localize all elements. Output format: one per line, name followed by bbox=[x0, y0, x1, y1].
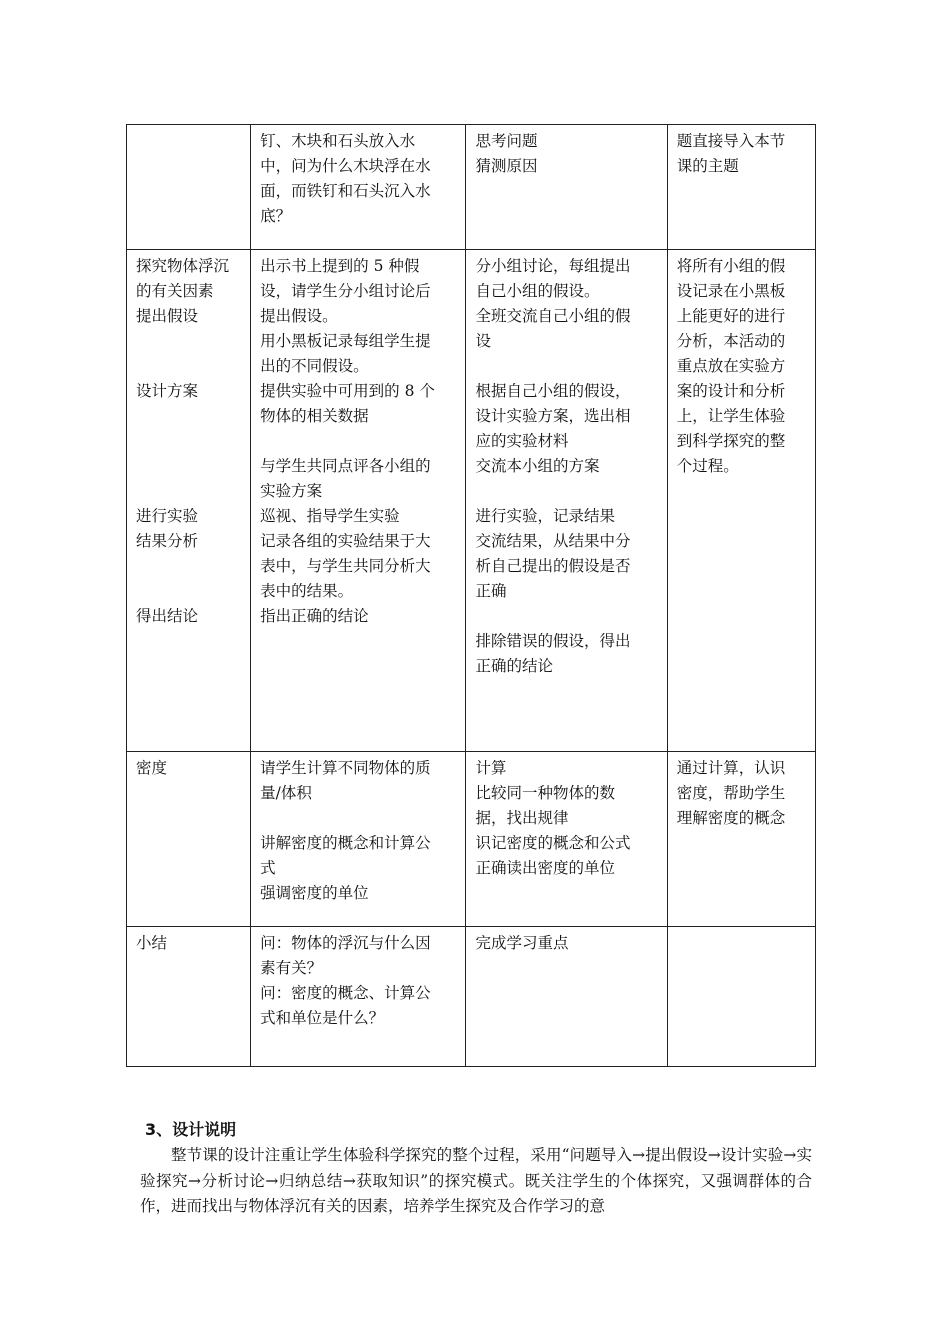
cell-text-line: 小结 bbox=[136, 934, 168, 952]
cell-design-intent bbox=[667, 250, 815, 752]
cell-text-line bbox=[475, 604, 658, 629]
cell-text-line: 上能更好的进行 bbox=[676, 307, 786, 325]
cell-text-line: 问：密度的概念、计算公 bbox=[260, 984, 431, 1002]
cell-text-line: 设 bbox=[475, 332, 491, 350]
cell-step bbox=[127, 250, 251, 752]
cell-student-activity bbox=[466, 125, 667, 250]
cell-text-line: 实验方案 bbox=[260, 482, 323, 500]
cell-text-line bbox=[136, 429, 242, 454]
cell-student-activity bbox=[466, 250, 667, 752]
cell-text-line: 到科学探究的整 bbox=[676, 432, 786, 450]
cell-text-line bbox=[136, 129, 242, 154]
cell-text-line: 密度，帮助学生 bbox=[676, 784, 786, 802]
cell-text-line: 据，找出规律 bbox=[475, 809, 569, 827]
cell-text-line: 设，请学生分小组讨论后 bbox=[260, 282, 431, 300]
cell-text-line: 提出假设。 bbox=[260, 307, 338, 325]
cell-text-line bbox=[677, 931, 807, 956]
cell-text-line: 计算 bbox=[475, 759, 507, 777]
cell-text-line: 重点放在实验方 bbox=[676, 357, 786, 375]
cell-text-line: 课的主题 bbox=[676, 157, 739, 175]
design-notes-section bbox=[140, 1117, 820, 1220]
cell-text-line: 巡视、指导学生实验 bbox=[260, 507, 400, 525]
cell-text-line: 进行实验 bbox=[136, 507, 199, 525]
cell-text-line: 通过计算，认识 bbox=[676, 759, 786, 777]
cell-text-line: 记录各组的实验结果于大 bbox=[260, 532, 431, 550]
cell-text-line: 思考问题 bbox=[475, 132, 538, 150]
cell-text-line: 分析，本活动的 bbox=[676, 332, 786, 350]
cell-text-line: 探究物体浮沉 bbox=[136, 257, 230, 275]
table-row bbox=[127, 250, 816, 752]
cell-text-line: 根据自己小组的假设， bbox=[475, 382, 631, 400]
cell-text-line bbox=[260, 806, 457, 831]
cell-text-line bbox=[260, 429, 457, 454]
cell-text-line: 上，让学生体验 bbox=[676, 407, 786, 425]
cell-text-line: 设记录在小黑板 bbox=[676, 282, 786, 300]
cell-text-line: 底？ bbox=[260, 207, 292, 225]
cell-text-line: 中，问为什么木块浮在水 bbox=[260, 157, 431, 175]
cell-text-line: 物体的相关数据 bbox=[260, 407, 369, 425]
cell-text-line: 正确 bbox=[475, 582, 507, 600]
cell-step bbox=[127, 125, 251, 250]
cell-text-line: 用小黑板记录每组学生提 bbox=[260, 332, 431, 350]
cell-text-line: 强调密度的单位 bbox=[260, 884, 369, 902]
cell-text-line: 将所有小组的假 bbox=[676, 257, 786, 275]
cell-text-line: 设计方案 bbox=[136, 382, 199, 400]
cell-teacher-activity bbox=[251, 752, 466, 927]
cell-text-line: 应的实验材料 bbox=[475, 432, 569, 450]
cell-text-line: 表中的结果。 bbox=[260, 582, 354, 600]
cell-teacher-activity bbox=[251, 125, 466, 250]
cell-text-line: 表中，与学生共同分析大 bbox=[260, 557, 431, 575]
cell-design-intent bbox=[667, 752, 815, 927]
cell-text-line bbox=[136, 579, 242, 604]
cell-text-line: 理解密度的概念 bbox=[676, 809, 786, 827]
cell-text-line: 出示书上提到的 5 种假 bbox=[260, 257, 420, 275]
cell-text-line: 请学生计算不同物体的质 bbox=[260, 759, 431, 777]
table-row bbox=[127, 927, 816, 1067]
lesson-plan-table-body bbox=[127, 125, 816, 1067]
cell-text-line: 交流本小组的方案 bbox=[475, 457, 600, 475]
cell-text-line: 的有关因素 bbox=[136, 282, 214, 300]
cell-text-line: 式和单位是什么？ bbox=[260, 1009, 385, 1027]
cell-text-line: 得出结论 bbox=[136, 607, 199, 625]
cell-text-line: 识记密度的概念和公式 bbox=[475, 834, 631, 852]
table-row bbox=[127, 125, 816, 250]
cell-text-line bbox=[136, 329, 242, 354]
cell-text-line: 设计实验方案，选出相 bbox=[475, 407, 631, 425]
cell-text-line: 正确的结论 bbox=[475, 657, 553, 675]
cell-text-line: 指出正确的结论 bbox=[260, 607, 369, 625]
cell-design-intent bbox=[667, 125, 815, 250]
cell-text-line: 自己小组的假设。 bbox=[475, 282, 600, 300]
cell-text-line: 式 bbox=[260, 859, 276, 877]
cell-text-line: 密度 bbox=[136, 759, 168, 777]
lesson-plan-table bbox=[126, 124, 816, 1067]
cell-student-activity bbox=[466, 927, 667, 1067]
cell-step bbox=[127, 752, 251, 927]
cell-student-activity bbox=[466, 752, 667, 927]
cell-text-line: 量/体积 bbox=[260, 784, 312, 802]
cell-teacher-activity bbox=[251, 927, 466, 1067]
cell-text-line: 猜测原因 bbox=[475, 157, 538, 175]
section-heading: 3、设计说明 bbox=[145, 1120, 237, 1139]
cell-text-line bbox=[136, 354, 242, 379]
cell-text-line: 完成学习重点 bbox=[475, 934, 569, 952]
cell-text-line: 析自己提出的假设是否 bbox=[475, 557, 631, 575]
cell-text-line: 面，而铁钉和石头沉入水 bbox=[260, 182, 431, 200]
cell-text-line: 正确读出密度的单位 bbox=[475, 859, 615, 877]
cell-text-line: 案的设计和分析 bbox=[676, 382, 786, 400]
cell-text-line: 素有关？ bbox=[260, 959, 323, 977]
cell-text-line bbox=[475, 479, 658, 504]
cell-text-line bbox=[136, 479, 242, 504]
cell-text-line: 出的不同假设。 bbox=[260, 357, 369, 375]
cell-text-line: 分小组讨论，每组提出 bbox=[475, 257, 631, 275]
cell-text-line: 进行实验，记录结果 bbox=[475, 507, 615, 525]
section-body-text: 整节课的设计注重让学生体验科学探究的整个过程，采用“问题导入→提出假设→设计实验→实验探究→分析讨论→归纳总结→获取知识”的探究模式。既关注学生的个体探究，又强调群体的合作，进而找出与物体浮沉有关的因素，培养学生探究及合作学习的意 bbox=[140, 1146, 812, 1215]
cell-text-line: 提出假设 bbox=[136, 307, 199, 325]
cell-teacher-activity bbox=[251, 250, 466, 752]
cell-text-line bbox=[136, 554, 242, 579]
cell-text-line: 问：物体的浮沉与什么因 bbox=[260, 934, 431, 952]
cell-text-line bbox=[136, 454, 242, 479]
cell-text-line: 比较同一种物体的数 bbox=[475, 784, 615, 802]
cell-text-line: 全班交流自己小组的假 bbox=[475, 307, 631, 325]
cell-text-line: 个过程。 bbox=[676, 457, 739, 475]
cell-text-line: 钉、木块和石头放入水 bbox=[260, 132, 416, 150]
cell-text-line bbox=[475, 354, 658, 379]
cell-text-line: 结果分析 bbox=[136, 532, 199, 550]
table-row bbox=[127, 752, 816, 927]
cell-text-line: 交流结果，从结果中分 bbox=[475, 532, 631, 550]
cell-design-intent bbox=[667, 927, 815, 1067]
cell-step bbox=[127, 927, 251, 1067]
cell-text-line: 题直接导入本节 bbox=[676, 132, 786, 150]
cell-text-line bbox=[136, 404, 242, 429]
cell-text-line: 提供实验中可用到的 8 个 bbox=[260, 382, 435, 400]
cell-text-line: 与学生共同点评各小组的 bbox=[260, 457, 431, 475]
cell-text-line: 排除错误的假设，得出 bbox=[475, 632, 631, 650]
cell-text-line: 讲解密度的概念和计算公 bbox=[260, 834, 431, 852]
